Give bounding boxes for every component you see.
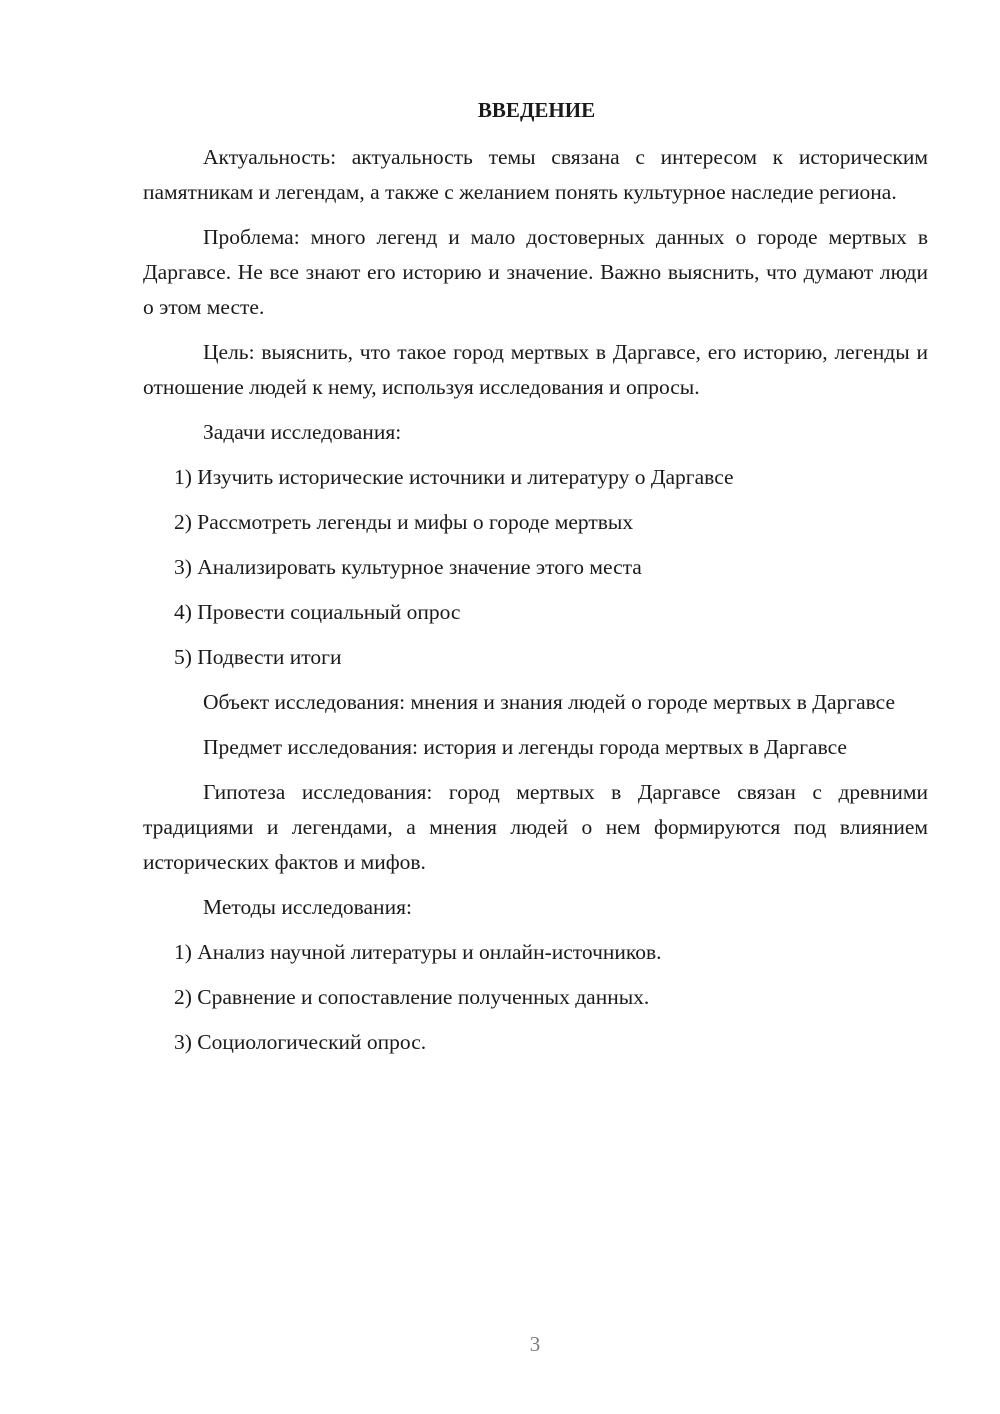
list-item: 1) Изучить исторические источники и литературу о Даргавсе: [174, 465, 734, 489]
tasks-list: [143, 460, 928, 675]
paragraph-subject: Предмет исследования: история и легенды города мертвых в Даргавсе: [203, 735, 847, 759]
page-content: [143, 93, 928, 1070]
paragraph-tasks-heading: Задачи исследования:: [203, 420, 402, 444]
list-item: 1) Анализ научной литературы и онлайн-источников.: [174, 940, 662, 964]
list-item: 4) Провести социальный опрос: [174, 600, 461, 624]
list-item: 2) Рассмотреть легенды и мифы о городе мертвых: [174, 510, 634, 534]
paragraph-goal: Цель: выяснить, что такое город мертвых в Даргавсе, его историю, легенды и отношение людей к нему, используя исследования и опросы.: [143, 340, 928, 399]
page-title: ВВЕДЕНИЕ: [477, 98, 596, 122]
list-item: 3) Анализировать культурное значение этого места: [174, 555, 642, 579]
paragraph-methods-heading: Методы исследования:: [203, 895, 412, 919]
list-item: 3) Социологический опрос.: [174, 1030, 427, 1054]
paragraph-relevance: Актуальность: актуальность темы связана с интересом к историческим памятникам и легендам, а также с желанием понять культурное наследие региона.: [143, 145, 928, 204]
paragraph-problem: Проблема: много легенд и мало достоверных данных о городе мертвых в Даргавсе. Не все знают его историю и значение. Важно выяснить, что думают люди о этом месте.: [143, 225, 928, 319]
paragraph-object: Объект исследования: мнения и знания людей о городе мертвых в Даргавсе: [203, 690, 895, 714]
list-item: 2) Сравнение и сопоставление полученных данных.: [174, 985, 650, 1009]
paragraph-hypothesis: Гипотеза исследования: город мертвых в Даргавсе связан с древними традициями и легендами, а мнения людей о нем формируются под влиянием исторических фактов и мифов.: [143, 780, 928, 874]
methods-list: [143, 935, 928, 1060]
page-number: 3: [529, 1332, 541, 1356]
list-item: 5) Подвести итоги: [174, 645, 342, 669]
